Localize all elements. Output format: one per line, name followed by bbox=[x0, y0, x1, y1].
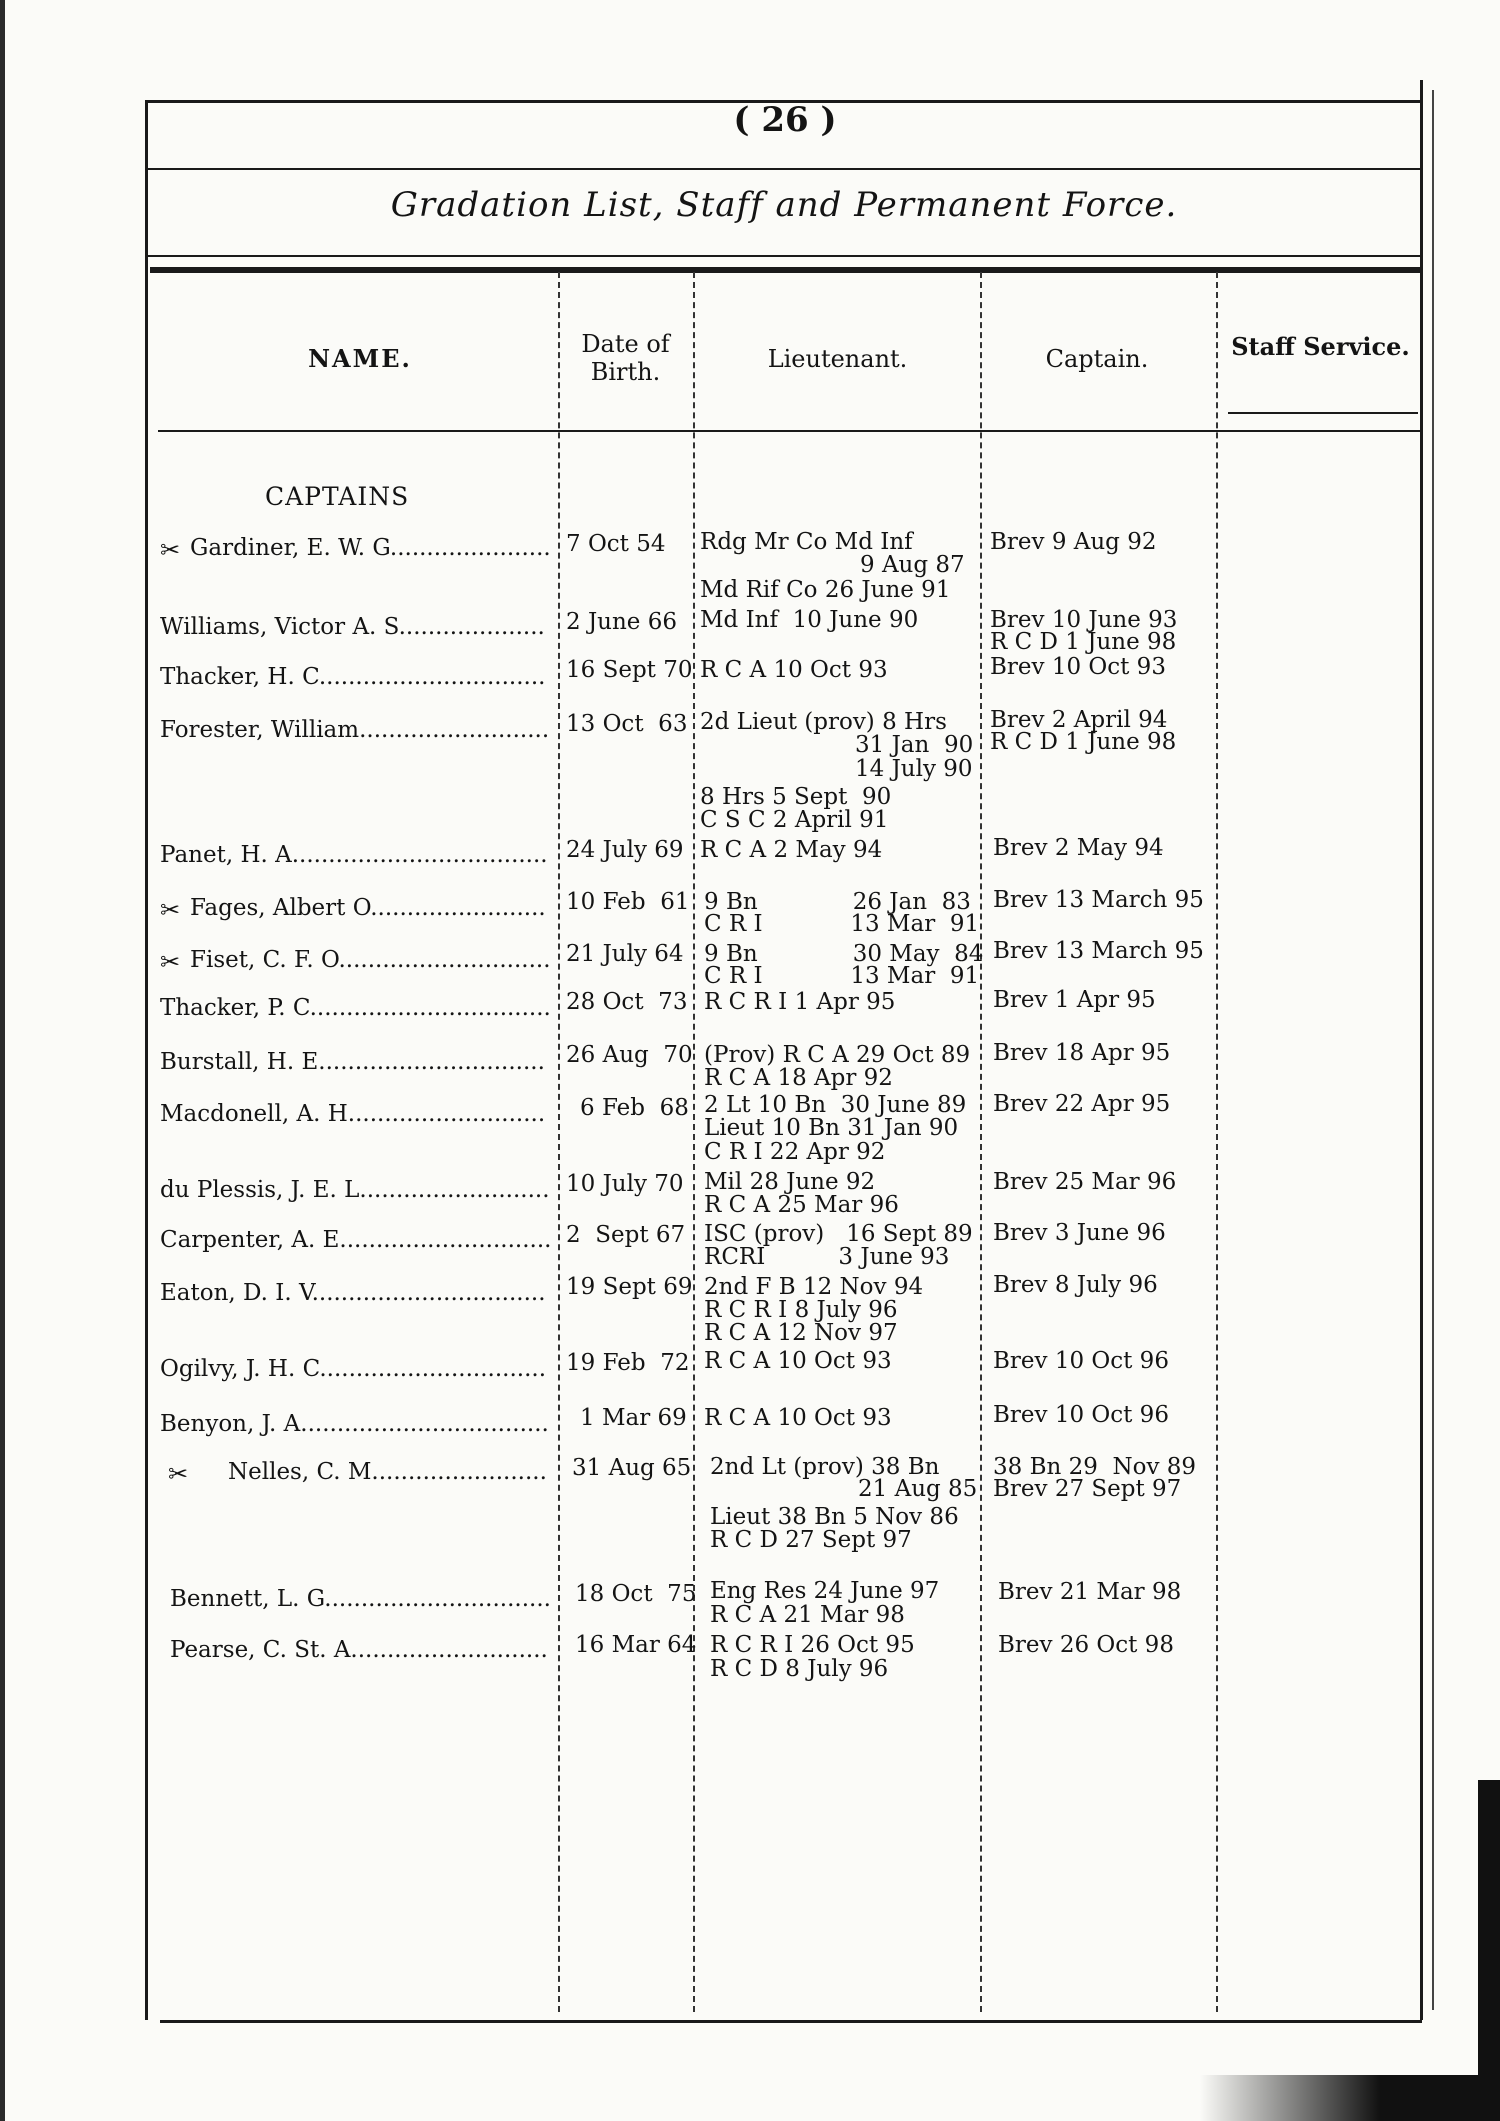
header-staff-service: Staff Service. bbox=[1231, 332, 1410, 361]
lieutenant-entry: C R I 22 Apr 92 bbox=[704, 1139, 886, 1165]
lieutenant-entry: 2nd Lt (prov) 38 Bn bbox=[710, 1454, 940, 1480]
date-of-birth: 21 July 64 bbox=[566, 941, 684, 967]
officer-name: Macdonell, A. H........................... bbox=[160, 1101, 546, 1127]
lieutenant-entry: 2nd F B 12 Nov 94 bbox=[704, 1274, 924, 1300]
captain-entry: Brev 9 Aug 92 bbox=[990, 529, 1157, 555]
lieutenant-entry: Md Rif Co 26 June 91 bbox=[700, 577, 951, 603]
date-of-birth: 26 Aug 70 bbox=[566, 1042, 693, 1068]
date-of-birth: 28 Oct 73 bbox=[566, 989, 688, 1015]
captain-entry: Brev 1 Apr 95 bbox=[993, 987, 1156, 1013]
lieutenant-entry: R C R I 8 July 96 bbox=[704, 1297, 898, 1323]
officer-name: Ogilvy, J. H. C............................... bbox=[160, 1356, 547, 1382]
rule-under-page-number bbox=[148, 168, 1420, 170]
page-number: ( 26 ) bbox=[733, 100, 837, 140]
captain-entry: Brev 13 March 95 bbox=[993, 938, 1204, 964]
lieutenant-entry: 2 Lt 10 Bn 30 June 89 bbox=[704, 1092, 967, 1118]
officer-name: Williams, Victor A. S.................... bbox=[160, 614, 545, 640]
captain-entry: Brev 10 Oct 96 bbox=[993, 1402, 1169, 1428]
date-of-birth: 16 Sept 70 bbox=[566, 657, 693, 683]
header-captain: Captain. bbox=[1045, 345, 1149, 373]
date-of-birth: 19 Sept 69 bbox=[566, 1274, 693, 1300]
date-of-birth: 13 Oct 63 bbox=[566, 711, 688, 737]
header-date-of-birth bbox=[558, 330, 693, 386]
header-lieutenant: Lieutenant. bbox=[767, 345, 908, 373]
date-of-birth: 2 June 66 bbox=[566, 609, 677, 635]
lieutenant-entry: R C D 27 Sept 97 bbox=[710, 1527, 912, 1553]
date-of-birth: 31 Aug 65 bbox=[572, 1455, 692, 1481]
captain-entry: Brev 18 Apr 95 bbox=[993, 1040, 1171, 1066]
date-of-birth: 6 Feb 68 bbox=[580, 1095, 689, 1121]
lieutenant-entry: ISC (prov) 16 Sept 89 bbox=[704, 1221, 973, 1247]
captain-entry: R C D 1 June 98 bbox=[990, 629, 1177, 655]
date-of-birth: 24 July 69 bbox=[566, 837, 684, 863]
lieutenant-entry: 2d Lieut (prov) 8 Hrs bbox=[700, 709, 947, 735]
rule-under-title bbox=[148, 255, 1420, 257]
frame-bottom bbox=[160, 2020, 1422, 2023]
officer-name: Carpenter, A. E............................. bbox=[160, 1227, 552, 1253]
lieutenant-entry: (Prov) R C A 29 Oct 89 bbox=[704, 1042, 971, 1068]
officer-name: Eaton, D. I. V................................ bbox=[160, 1280, 546, 1306]
lieutenant-entry: Lieut 10 Bn 31 Jan 90 bbox=[704, 1115, 959, 1141]
captain-entry: Brev 2 May 94 bbox=[993, 835, 1164, 861]
lieutenant-entry: Md Inf 10 June 90 bbox=[700, 607, 919, 633]
column-divider bbox=[693, 272, 695, 2012]
lieutenant-entry: R C A 18 Apr 92 bbox=[704, 1065, 893, 1091]
date-of-birth: 1 Mar 69 bbox=[580, 1405, 687, 1431]
staff-header-rule bbox=[1228, 412, 1418, 414]
scissors-icon: ✂ bbox=[168, 1460, 189, 1488]
lieutenant-entry: 21 Aug 85 bbox=[858, 1476, 978, 1502]
column-divider bbox=[558, 272, 560, 2012]
officer-name: Thacker, H. C............................... bbox=[160, 664, 546, 690]
date-of-birth: 19 Feb 72 bbox=[566, 1350, 690, 1376]
frame-right-inner bbox=[1432, 90, 1434, 2010]
lieutenant-entry: Rdg Mr Co Md Inf bbox=[700, 529, 913, 555]
captain-entry: Brev 13 March 95 bbox=[993, 887, 1204, 913]
frame-right bbox=[1420, 80, 1423, 2020]
date-of-birth: 10 Feb 61 bbox=[566, 889, 690, 915]
date-of-birth: 7 Oct 54 bbox=[566, 531, 666, 557]
date-of-birth: 16 Mar 64 bbox=[575, 1632, 697, 1658]
captain-entry: Brev 2 April 94 bbox=[990, 707, 1168, 733]
captain-entry: Brev 27 Sept 97 bbox=[993, 1476, 1182, 1502]
captain-entry: Brev 10 June 93 bbox=[990, 607, 1178, 633]
thick-rule bbox=[150, 267, 1420, 273]
officer-name: Fiset, C. F. O............................. bbox=[190, 947, 551, 973]
header-name: NAME. bbox=[308, 344, 412, 373]
date-of-birth: 18 Oct 75 bbox=[575, 1581, 697, 1607]
officer-name: Pearse, C. St. A........................... bbox=[170, 1637, 548, 1663]
captain-entry: Brev 26 Oct 98 bbox=[998, 1632, 1174, 1658]
officer-name: Thacker, P. C................................. bbox=[160, 995, 551, 1021]
column-divider bbox=[980, 272, 982, 2012]
lieutenant-entry: RCRI 3 June 93 bbox=[704, 1244, 950, 1270]
captain-entry: Brev 3 June 96 bbox=[993, 1220, 1166, 1246]
captain-entry: Brev 22 Apr 95 bbox=[993, 1091, 1171, 1117]
date-of-birth: 2 Sept 67 bbox=[566, 1222, 686, 1248]
officer-name: Benyon, J. A.................................. bbox=[160, 1411, 549, 1437]
officer-name: Bennett, L. G............................... bbox=[170, 1586, 551, 1612]
section-heading: CAPTAINS bbox=[265, 482, 410, 511]
officer-name: Fages, Albert O........................ bbox=[190, 895, 546, 921]
lieutenant-entry: 8 Hrs 5 Sept 90 bbox=[700, 784, 892, 810]
captain-entry: Brev 21 Mar 98 bbox=[998, 1579, 1182, 1605]
lieutenant-entry: R C A 25 Mar 96 bbox=[704, 1192, 899, 1218]
header-dob-line1: Date of bbox=[581, 330, 670, 358]
lieutenant-entry: R C R I 26 Oct 95 bbox=[710, 1632, 915, 1658]
lieutenant-entry: Lieut 38 Bn 5 Nov 86 bbox=[710, 1504, 959, 1530]
page-edge bbox=[0, 0, 5, 2121]
scissors-icon: ✂ bbox=[160, 536, 181, 564]
captain-entry: Brev 10 Oct 93 bbox=[990, 654, 1166, 680]
lieutenant-entry: Mil 28 June 92 bbox=[704, 1169, 876, 1195]
lieutenant-entry: C R I 13 Mar 91 bbox=[704, 911, 980, 937]
lieutenant-entry: R C A 10 Oct 93 bbox=[704, 1405, 892, 1431]
header-rule bbox=[158, 430, 1420, 432]
captain-entry: Brev 10 Oct 96 bbox=[993, 1348, 1169, 1374]
captain-entry: R C D 1 June 98 bbox=[990, 729, 1177, 755]
date-of-birth: 10 July 70 bbox=[566, 1171, 684, 1197]
lieutenant-entry: R C A 10 Oct 93 bbox=[700, 657, 888, 683]
page-title: Gradation List, Staff and Permanent Force. bbox=[390, 185, 1178, 225]
lieutenant-entry: R C D 8 July 96 bbox=[710, 1656, 889, 1682]
officer-name: Nelles, C. M........................ bbox=[228, 1459, 547, 1485]
captain-entry: 38 Bn 29 Nov 89 bbox=[993, 1454, 1197, 1480]
scan-shadow bbox=[1200, 2075, 1500, 2121]
captain-entry: Brev 25 Mar 96 bbox=[993, 1169, 1177, 1195]
captain-entry: Brev 8 July 96 bbox=[993, 1272, 1158, 1298]
frame-left bbox=[145, 100, 148, 2020]
lieutenant-entry: 31 Jan 90 bbox=[855, 732, 974, 758]
lieutenant-entry: R C A 21 Mar 98 bbox=[710, 1602, 905, 1628]
lieutenant-entry: R C A 12 Nov 97 bbox=[704, 1320, 898, 1346]
lieutenant-entry: C R I 13 Mar 91 bbox=[704, 963, 980, 989]
lieutenant-entry: Eng Res 24 June 97 bbox=[710, 1578, 940, 1604]
header-dob-line2: Birth. bbox=[590, 358, 661, 386]
lieutenant-entry: C S C 2 April 91 bbox=[700, 807, 889, 833]
lieutenant-entry: 9 Bn 30 May 84 bbox=[704, 941, 984, 967]
officer-name: Gardiner, E. W. G...................... bbox=[190, 535, 551, 561]
lieutenant-entry: 9 Bn 26 Jan 83 bbox=[704, 889, 971, 915]
officer-name: Forester, William.......................... bbox=[160, 717, 550, 743]
officer-name: Panet, H. A................................... bbox=[160, 842, 548, 868]
lieutenant-entry: 9 Aug 87 bbox=[860, 552, 965, 578]
scan-shadow-right bbox=[1478, 1780, 1500, 2120]
officer-name: Burstall, H. E............................... bbox=[160, 1049, 545, 1075]
lieutenant-entry: R C A 2 May 94 bbox=[700, 837, 883, 863]
officer-name: du Plessis, J. E. L.......................... bbox=[160, 1177, 550, 1203]
scissors-icon: ✂ bbox=[160, 896, 181, 924]
lieutenant-entry: 14 July 90 bbox=[855, 756, 973, 782]
scissors-icon: ✂ bbox=[160, 948, 181, 976]
lieutenant-entry: R C R I 1 Apr 95 bbox=[704, 989, 896, 1015]
lieutenant-entry: R C A 10 Oct 93 bbox=[704, 1348, 892, 1374]
column-divider bbox=[1216, 272, 1218, 2012]
